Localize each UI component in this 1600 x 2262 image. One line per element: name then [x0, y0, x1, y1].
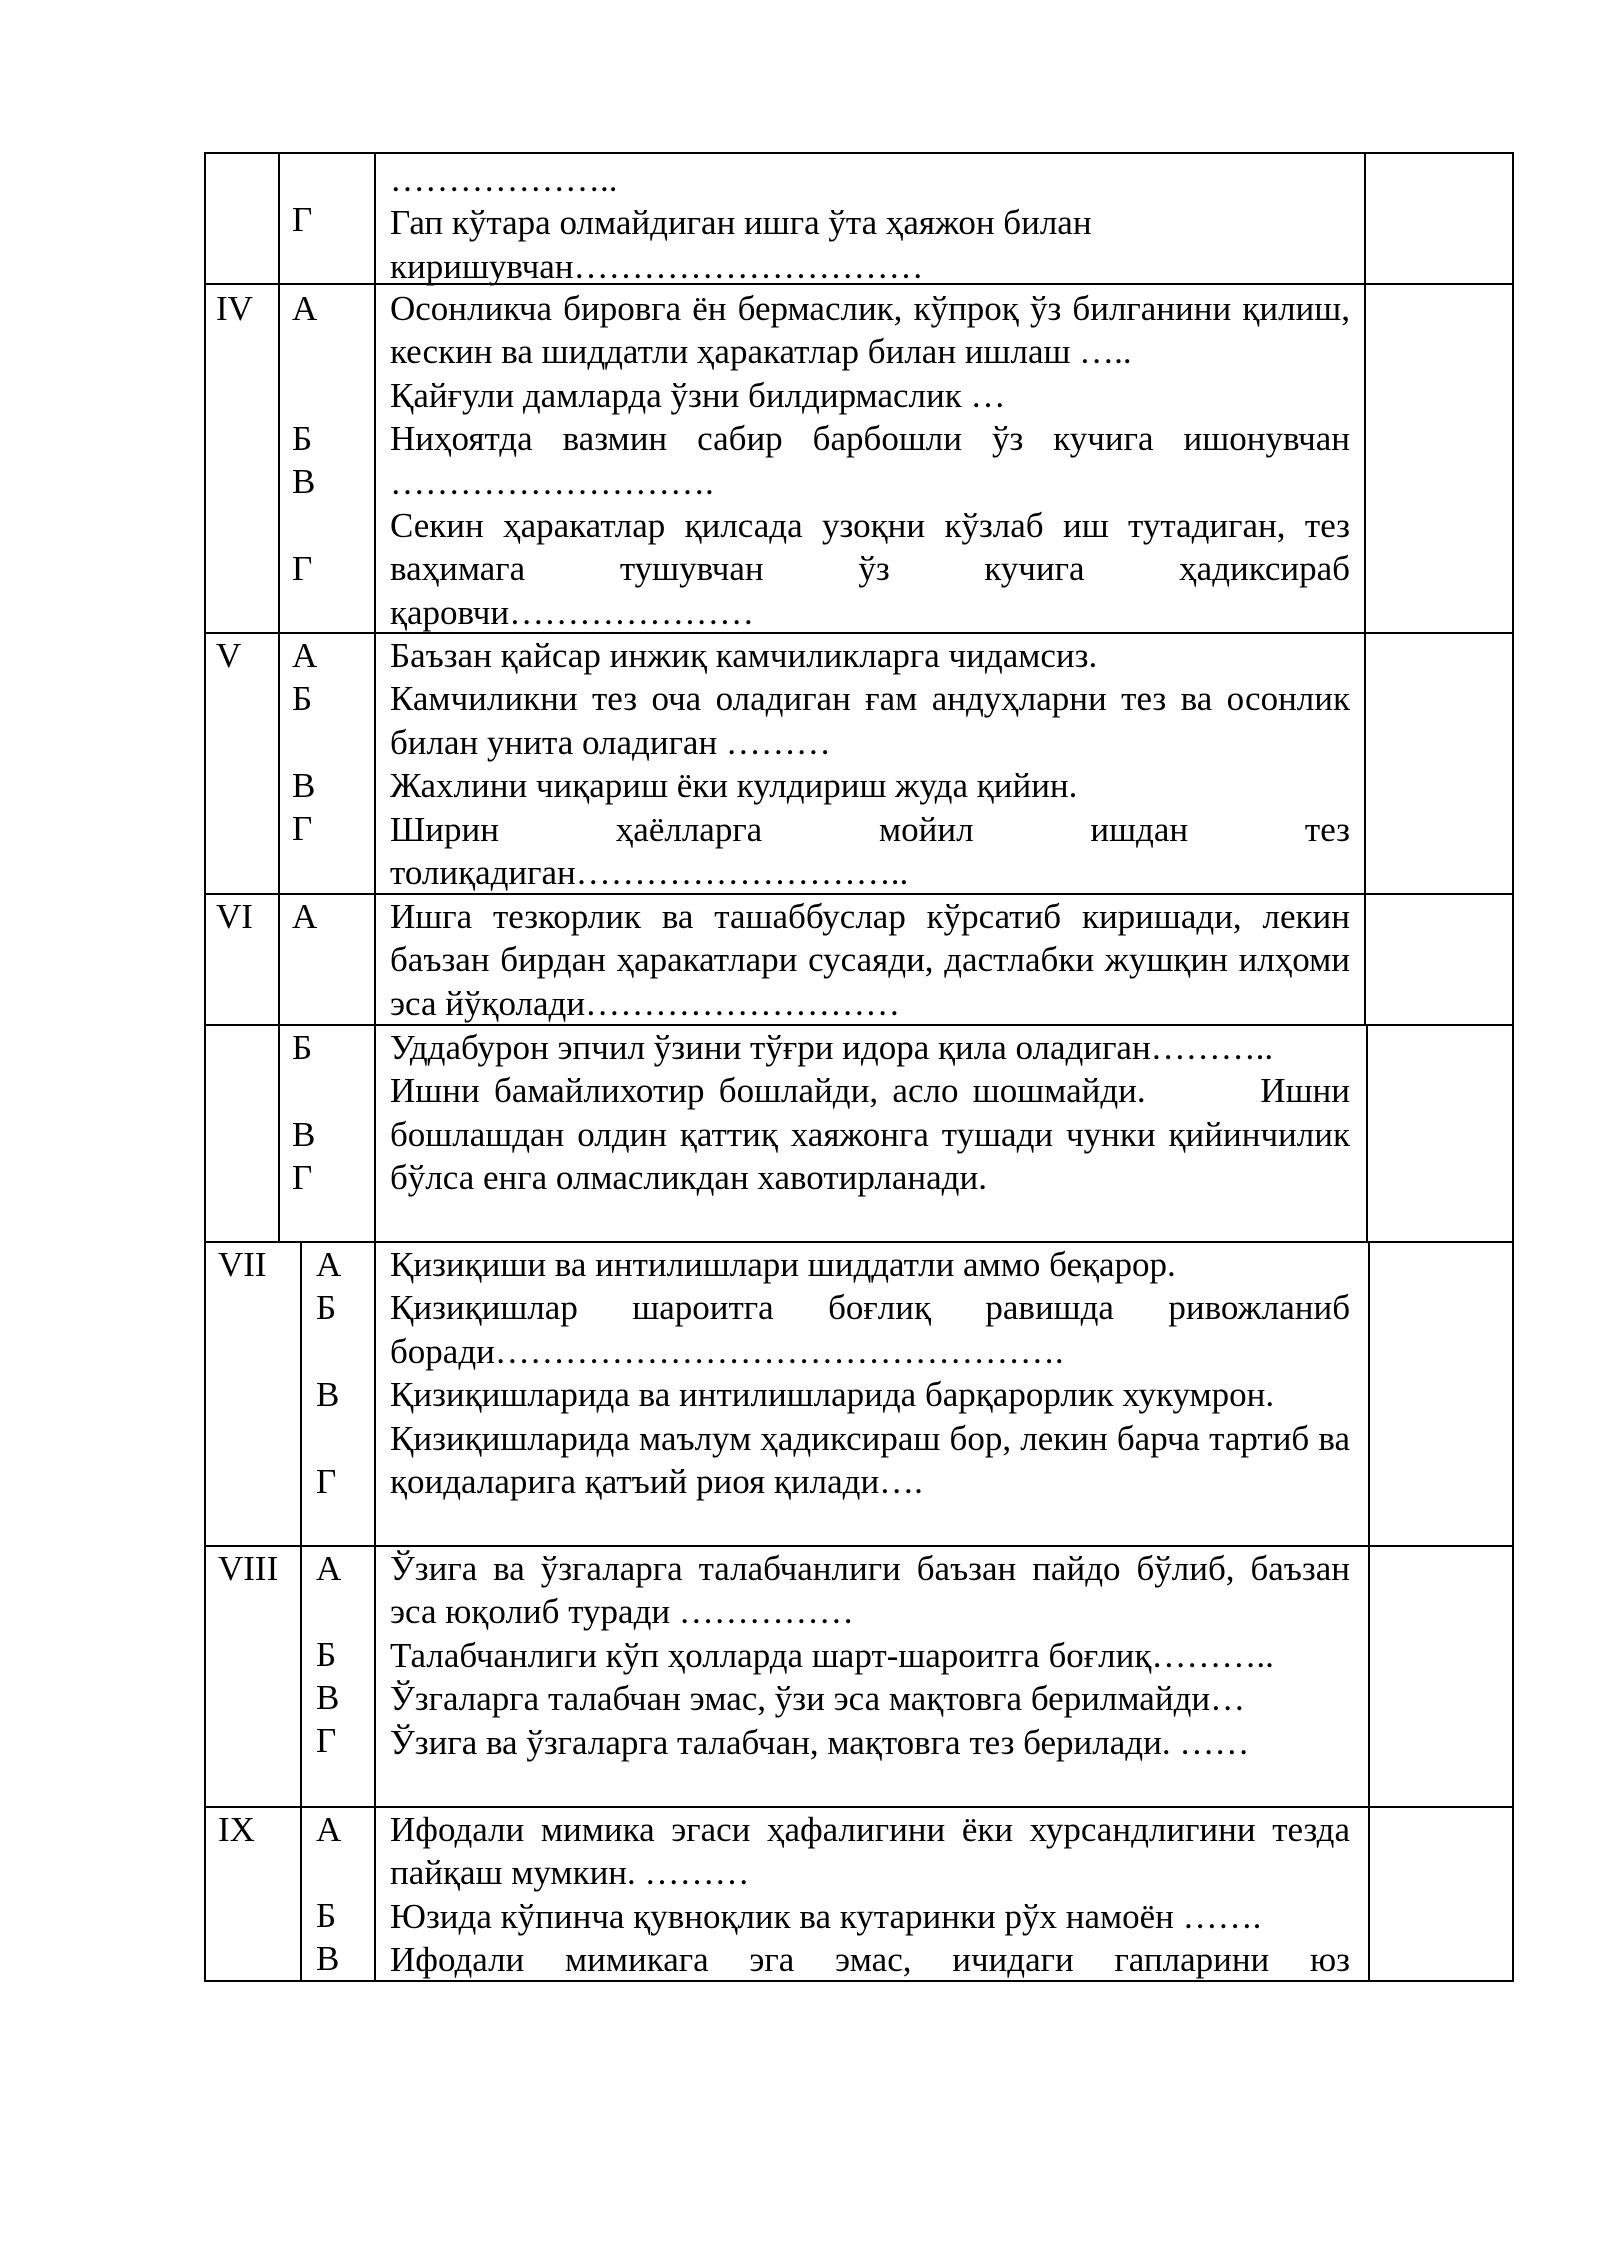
option-letter: А: [292, 636, 318, 675]
answer-option-text: Қизиқишларида маълум ҳадиксираш бор, лекин барча тартиб ва қоидаларига қатъий риоя қилади….: [390, 1418, 1350, 1502]
letter-column-divider: [278, 152, 280, 1241]
option-letter: Б: [316, 1288, 337, 1327]
question-number: VIII: [218, 1549, 279, 1588]
answer-option-text: Қайғули дамларда ўзни билдирмаслик …: [390, 375, 1006, 415]
answer-option-text: Ишга тезкорлик ва ташаббуслар кўрсатиб киришади, лекин баъзан бирдан ҳаракатлари сусаяди, дастлабки жушқин илҳоми эса йўқолади………………………: [390, 897, 1350, 1023]
option-letter: А: [292, 897, 318, 936]
answer-option-text: Ўзига ва ўзгаларга талабчанлиги баъзан пайдо бўлиб, баъзан эса юқолиб туради ……………: [390, 1549, 1350, 1632]
row-text: [390, 634, 1350, 894]
question-number: IV: [216, 289, 253, 328]
answer-column-divider: [1366, 1024, 1368, 1241]
option-letter: Г: [292, 1158, 313, 1197]
answer-option-text: ………………..: [390, 160, 618, 199]
answer-option-text: Секин ҳаракатлар қилсада узоқни кўзлаб иш тутадиган, тез ваҳимага тушувчан ўз кучига ҳадиксираб қаровчи…………………: [390, 506, 1350, 632]
row-text: [390, 287, 1350, 634]
answer-option-text: Ниҳоятда вазмин сабир барбошли ўз кучига ишонувчан ……………………….: [390, 419, 1350, 502]
answer-option-text: Ўзига ва ўзгаларга талабчан, мақтовга тез берилади. ……: [390, 1722, 1250, 1762]
answer-option-text: Жахлини чиқариш ёки кулдириш жуда қийин.: [390, 766, 1078, 806]
answer-option-text: Уддабурон эпчил ўзини тўғри идора қила оладиган………..: [390, 1028, 1274, 1067]
row-text: [390, 158, 1350, 288]
answer-option-text: Баъзан қайсар инжиқ камчиликларга чидамсиз.: [390, 636, 1098, 675]
option-letter: В: [316, 1678, 340, 1717]
option-letter: Б: [316, 1896, 337, 1935]
table-border-top: [204, 152, 1514, 154]
answer-option-text: Талабчанлиги кўп ҳолларда шарт-шароитга боғлиқ………..: [390, 1635, 1274, 1675]
option-letter: А: [292, 289, 318, 328]
option-letter: Б: [292, 679, 313, 718]
answer-option-text: Ўзгаларга талабчан эмас, ўзи эса мақтовга берилмайди…: [390, 1679, 1246, 1719]
row-text: [390, 1808, 1350, 1982]
question-number: V: [216, 636, 242, 675]
row-text: [390, 895, 1350, 1025]
row-text: [390, 1547, 1350, 1764]
answer-option-text: Қизиқишлар шароитга боғлиқ равишда ривожланиб боради………………………………………….: [390, 1288, 1350, 1371]
answer-option-text: Ишни бамайлихотир бошлайди, асло шошмайди. Ишни бошлашдан олдин қаттиқ хаяжонга тушади чунки қийинчилик бўлса енга олмасликдан хавотирланади.: [390, 1071, 1359, 1198]
question-number: IX: [218, 1810, 255, 1849]
question-number: VI: [216, 897, 253, 936]
option-letter: Б: [292, 1028, 313, 1067]
option-letter: Г: [292, 809, 313, 848]
option-letter: А: [316, 1549, 342, 1588]
answer-column-divider: [1364, 152, 1366, 1025]
answer-option-text: Қизиқишларида ва интилишларида барқарорлик хукумрон.: [390, 1375, 1275, 1415]
option-letter: В: [292, 1115, 316, 1154]
option-letter: Г: [292, 200, 313, 239]
table-border-right: [1512, 152, 1514, 1982]
answer-option-text: Ифодали мимика эгаси ҳафалигини ёки хурсандлигини тезда пайқаш мумкин. ………: [390, 1810, 1350, 1893]
option-letter: В: [316, 1939, 340, 1978]
answer-option-text: Қизиқиши ва интилишлари шиддатли аммо беқарор.: [390, 1245, 1176, 1284]
answer-option-text: Ширин ҳаёлларга мойил ишдан тез толиқадиган………………………..: [390, 809, 1350, 893]
text-column-divider: [374, 152, 376, 1982]
answer-option-text: Камчиликни тез оча оладиган ғам андуҳларни тез ва осонлик билан унита оладиган ………: [390, 679, 1350, 762]
answer-option-text: Ифодали мимикага эга эмас, ичидаги гапларини юз: [390, 1940, 1350, 1980]
option-letter: В: [316, 1375, 340, 1414]
option-letter: А: [316, 1810, 342, 1849]
table-border-left: [204, 152, 206, 1982]
row-text: [390, 1026, 1359, 1200]
row-text: [390, 1243, 1350, 1503]
option-letter: А: [316, 1245, 342, 1284]
answer-option-text: Осонликча бировга ён бермаслик, кўпроқ ўз билганини қилиш, кескин ва шиддатли ҳаракатлар билан ишлаш …..: [390, 289, 1350, 372]
option-letter: Г: [316, 1462, 337, 1501]
option-letter: В: [292, 462, 316, 501]
answer-option-text: Гап кўтара олмайдиган ишга ўта ҳаяжон билан киришувчан…………………………: [390, 203, 1092, 286]
option-letter: В: [292, 766, 316, 805]
letter-column-divider: [300, 1241, 302, 1982]
option-letter: Б: [316, 1635, 337, 1674]
answer-column-divider: [1368, 1241, 1370, 1982]
option-letter: Г: [292, 549, 313, 588]
question-number: VII: [218, 1245, 267, 1284]
option-letter: Б: [292, 419, 313, 458]
answer-option-text: Юзида кўпинча қувноқлик ва кутаринки рўх намоён …….: [390, 1896, 1262, 1936]
option-letter: Г: [316, 1721, 337, 1760]
